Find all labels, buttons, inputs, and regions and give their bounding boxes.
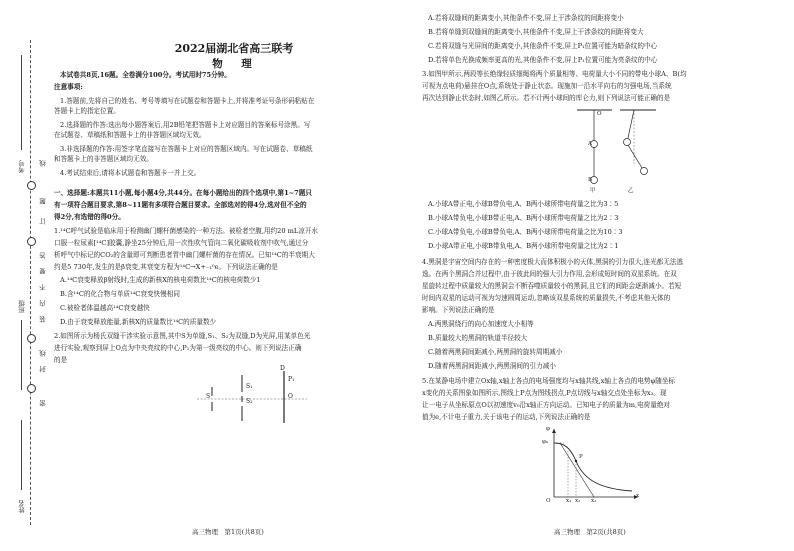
binding-strip xyxy=(0,0,48,551)
footer-page-2: 高三物理 第2页(共8页) xyxy=(554,528,626,536)
fig-label-o: O xyxy=(288,393,293,400)
strip-word-10: 封 xyxy=(39,366,47,373)
left-column xyxy=(52,0,416,551)
graph-label-p: P xyxy=(579,454,583,460)
q2-option-b: B.若将单缝到双缝间的距离变小,其他条件不变,屏上干涉条纹的间距将变大 xyxy=(428,28,644,36)
fig-label-s: S xyxy=(206,393,211,400)
strip-word-4: 答 xyxy=(39,252,47,259)
hanging-balls-figure xyxy=(572,104,662,194)
section-one-line: 得2分,有选错的得0分。 xyxy=(54,213,125,221)
q1-option-b: B.含¹⁴C的化合物与单质¹⁴C衰变快慢相同 xyxy=(60,290,180,298)
strip-word-2: 题 xyxy=(39,198,47,205)
q2-stem-line: 进行实验,观察到屏上O点为中央亮纹的中心,P₁为第一级亮纹的中心。则下列说法正确 xyxy=(54,344,302,352)
strip-circle-2 xyxy=(27,237,36,246)
fig-caption-jia: 甲 xyxy=(590,188,596,194)
q3-option-a: A.小球A带正电,小球B带负电,A、B两小球所带电荷量之比为3∶5 xyxy=(428,200,619,208)
q1-option-c: C.被检者体温越高¹⁴C衰变越快 xyxy=(60,304,150,312)
strip-circle-3 xyxy=(27,334,36,343)
exam-id-blank xyxy=(21,55,22,150)
graph-label-x1: x₁ xyxy=(566,498,572,504)
exam-title: 2022届湖北省高三联考 xyxy=(174,42,294,55)
notice-line: 和答题卡上的非答题区域均无效。 xyxy=(54,155,153,163)
strip-word-6: 不 xyxy=(39,284,47,291)
fig-label-o-jia: O xyxy=(597,111,602,117)
notice-line: 2.选择题的作答:选出每小题答案后,用2B铅笔把答题卡上对应题目的答案标号涂黑。写 xyxy=(60,121,311,129)
q3-stem-line: 可视为点电荷)悬挂在O点,系统处于静止状态。现施加一沿水平向右的匀强电场,当系统 xyxy=(422,82,672,90)
q1-option-a: A.¹⁴C衰变释放β射线时,生成的新核X的核电荷数比¹⁴C的核电荷数少1 xyxy=(60,276,261,284)
q1-stem-line: 析呼气中标记的CO₂的含量即可判断患者胃中幽门螺杆菌的存在情况。已知¹⁴C的半衰期大 xyxy=(54,251,315,259)
exam-subject: 物 理 xyxy=(212,58,256,70)
q3-stem-line: 再次达到静止状态时,如图乙所示。若不计两小球间的库仑力,则下列说法可能正确的是 xyxy=(422,94,671,102)
strip-word-11: 密 xyxy=(39,400,47,407)
q3-option-b: B.小球A带负电,小球B带正电,A、B两小球所带电荷量之比为2∶3 xyxy=(428,214,619,222)
cut-line xyxy=(30,40,31,525)
q5-stem-line: 值为e,不计电子重力,关于该电子的运动,下列说法正确的是 xyxy=(422,413,591,421)
q5-stem-line: 5.在某静电场中建立Ox轴,x轴上各点的电场强度均与x轴共线,x轴上各点的电势φ随坐标 xyxy=(422,377,675,385)
graph-label-o: O xyxy=(546,498,551,504)
section-one-line: 一、选择题:本题共11小题,每小题4分,共44分。在每小题给出的四个选项中,第1~7题只 xyxy=(54,189,312,197)
q3-option-d: D.小球A带正电,小球B带负电,A、B两小球所带电荷量之比为2∶1 xyxy=(428,242,619,250)
q2-option-d: D.若将单色光换成频率更高的光,其他条件不变,屏上P₁位置可能为亮条纹的中心 xyxy=(428,56,658,64)
graph-label-phi: φ xyxy=(546,426,550,432)
strip-label-name: 姓名 xyxy=(18,500,26,513)
strip-word-8: 装 xyxy=(39,316,47,323)
q5-stem-line: x变化的关系图象如图所示,图线上P点为图线拐点,P点切线与x轴交点处坐标为x₃。现 xyxy=(422,389,667,397)
graph-label-x: x xyxy=(636,493,640,499)
graph-label-x3: x₃ xyxy=(591,498,597,504)
notice-line: 答题卡上的指定位置。 xyxy=(54,107,120,115)
q4-stem-line: 逸。在两个黑洞合并过程中,由于彼此间的强大引力作用,会形成短时间的双星系统。在双 xyxy=(422,270,677,278)
strip-word-7: 内 xyxy=(39,300,47,307)
q4-stem-line: 影响。下列说法正确的是 xyxy=(422,306,495,314)
class-blank xyxy=(21,320,22,390)
fig-label-a: A xyxy=(588,141,592,147)
q4-stem-line: 4.黑洞是宇宙空间内存在的一种密度极大而体积极小的天体,黑洞的引力很大,连光都无法逃 xyxy=(422,258,684,266)
notice-line: 1.答题前,先将自己的姓名、考号等填写在试题卷和答题卡上,并将准考证号条形码粘贴在 xyxy=(60,97,315,105)
q2-option-c: C.若将双缝与光屏间的距离变小,其他条件不变,屏上P₁位置可能为暗条纹的中心 xyxy=(428,42,658,50)
fig-label-d: D xyxy=(280,365,285,372)
q4-option-c: C.随着两黑洞间距减小,两黑洞的旋转周期减小 xyxy=(428,348,563,356)
name-blank xyxy=(21,420,22,490)
q1-stem-line: 约是5 730年,发生的是β衰变,其衰变方程为¹⁴C→X+₋₁⁰e。下列说法正确的是 xyxy=(54,263,278,271)
q2-stem-line: 2.如图所示为杨氏双缝干涉实验示意图,其中S为单缝,S₁、S₂为双缝,D为光屏,用某单色光 xyxy=(54,332,311,340)
q1-option-d: D.由于衰变释放能量,新核X的质量数比¹⁴C的质量数少 xyxy=(60,318,217,326)
q1-stem-line: 1.¹⁴C呼气试验是临床用于检测幽门螺杆菌感染的一种方法。被检者空腹,用约20 mL凉开水 xyxy=(54,227,319,235)
strip-word-3: 订 xyxy=(39,218,47,225)
fig-label-s2: S₂ xyxy=(246,398,253,405)
q4-stem-line: 时间内双星的运动可视为匀速圆周运动,忽略该双星系统的质量损失,不考虑其他天体的 xyxy=(422,294,671,302)
footer-page-1: 高三物理 第1页(共8页) xyxy=(192,528,264,536)
q5-stem-line: 让一电子从坐标原点O以初速度v₀沿x轴正方向运动。已知电子的质量为m,电荷量绝对 xyxy=(422,401,671,409)
section-one-line: 有一项符合题目要求,第8~11题有多项符合题目要求。全部选对的得4分,选对但不全的 xyxy=(54,201,307,209)
strip-word-1: 线 xyxy=(39,160,47,167)
q4-option-a: A.两黑洞绕行的向心加速度大小相等 xyxy=(428,320,534,328)
q3-option-c: C.小球A带负电,小球B带负电,A、B两小球所带电荷量之比为10∶3 xyxy=(428,228,623,236)
notice-heading: 注意事项: xyxy=(54,83,83,91)
strip-circle-4 xyxy=(27,384,36,393)
q3-stem-line: 3.如图甲所示,两段等长绝缘轻质细绳将两个质量相等、电荷量大小不同的带电小球A、B(均 xyxy=(422,70,687,78)
graph-label-phi0: φ₀ xyxy=(542,439,549,445)
strip-label-class: 班级 xyxy=(18,300,26,313)
fig-label-b: B xyxy=(588,177,593,183)
graph-label-x2: x₂ xyxy=(575,498,581,504)
strip-label-exam-id: 考号 xyxy=(18,160,26,173)
exam-intro: 本试卷共8页,16题。全卷满分100分。考试用时75分钟。 xyxy=(60,71,231,79)
q4-option-b: B.质量较大的黑洞的轨道半径较大 xyxy=(428,334,528,342)
strip-word-9: 线 xyxy=(39,350,47,357)
q4-stem-line: 星旋转过程中质量较大的黑洞会不断吞噬质量较小的黑洞,且它们的间距会逐渐减小。若短 xyxy=(422,282,682,290)
q4-option-d: D.随着两黑洞间距减小,两黑洞间的引力减小 xyxy=(428,362,556,370)
right-column xyxy=(422,0,788,551)
notice-line: 3.非选择题的作答:用签字笔直接写在答题卡上对应的答题区域内。写在试题卷、草稿纸 xyxy=(60,145,313,153)
notice-line: 4.考试结束后,请将本试题卷和答题卡一并上交。 xyxy=(60,169,201,177)
fig-label-p1: P₁ xyxy=(288,376,295,383)
strip-word-5: 要 xyxy=(39,268,47,275)
fig-caption-yi: 乙 xyxy=(628,188,634,194)
q2-option-a: A.若将双缝间的距离变小,其他条件不变,屏上干涉条纹的间距将变小 xyxy=(428,14,624,22)
fig-label-s1: S₁ xyxy=(246,383,253,390)
strip-circle-1 xyxy=(27,181,36,190)
notice-line: 在试题卷、草稿纸和答题卡上的非答题区域均无效。 xyxy=(54,131,206,139)
q2-stem-line: 的是 xyxy=(54,356,68,364)
potential-graph-figure xyxy=(542,425,642,505)
q1-stem-line: 口服一粒尿素[¹⁴C]胶囊,静坐25分钟后,用一次性吹气管向二氧化碳吸收剂中吹气,通过分 xyxy=(54,239,309,247)
